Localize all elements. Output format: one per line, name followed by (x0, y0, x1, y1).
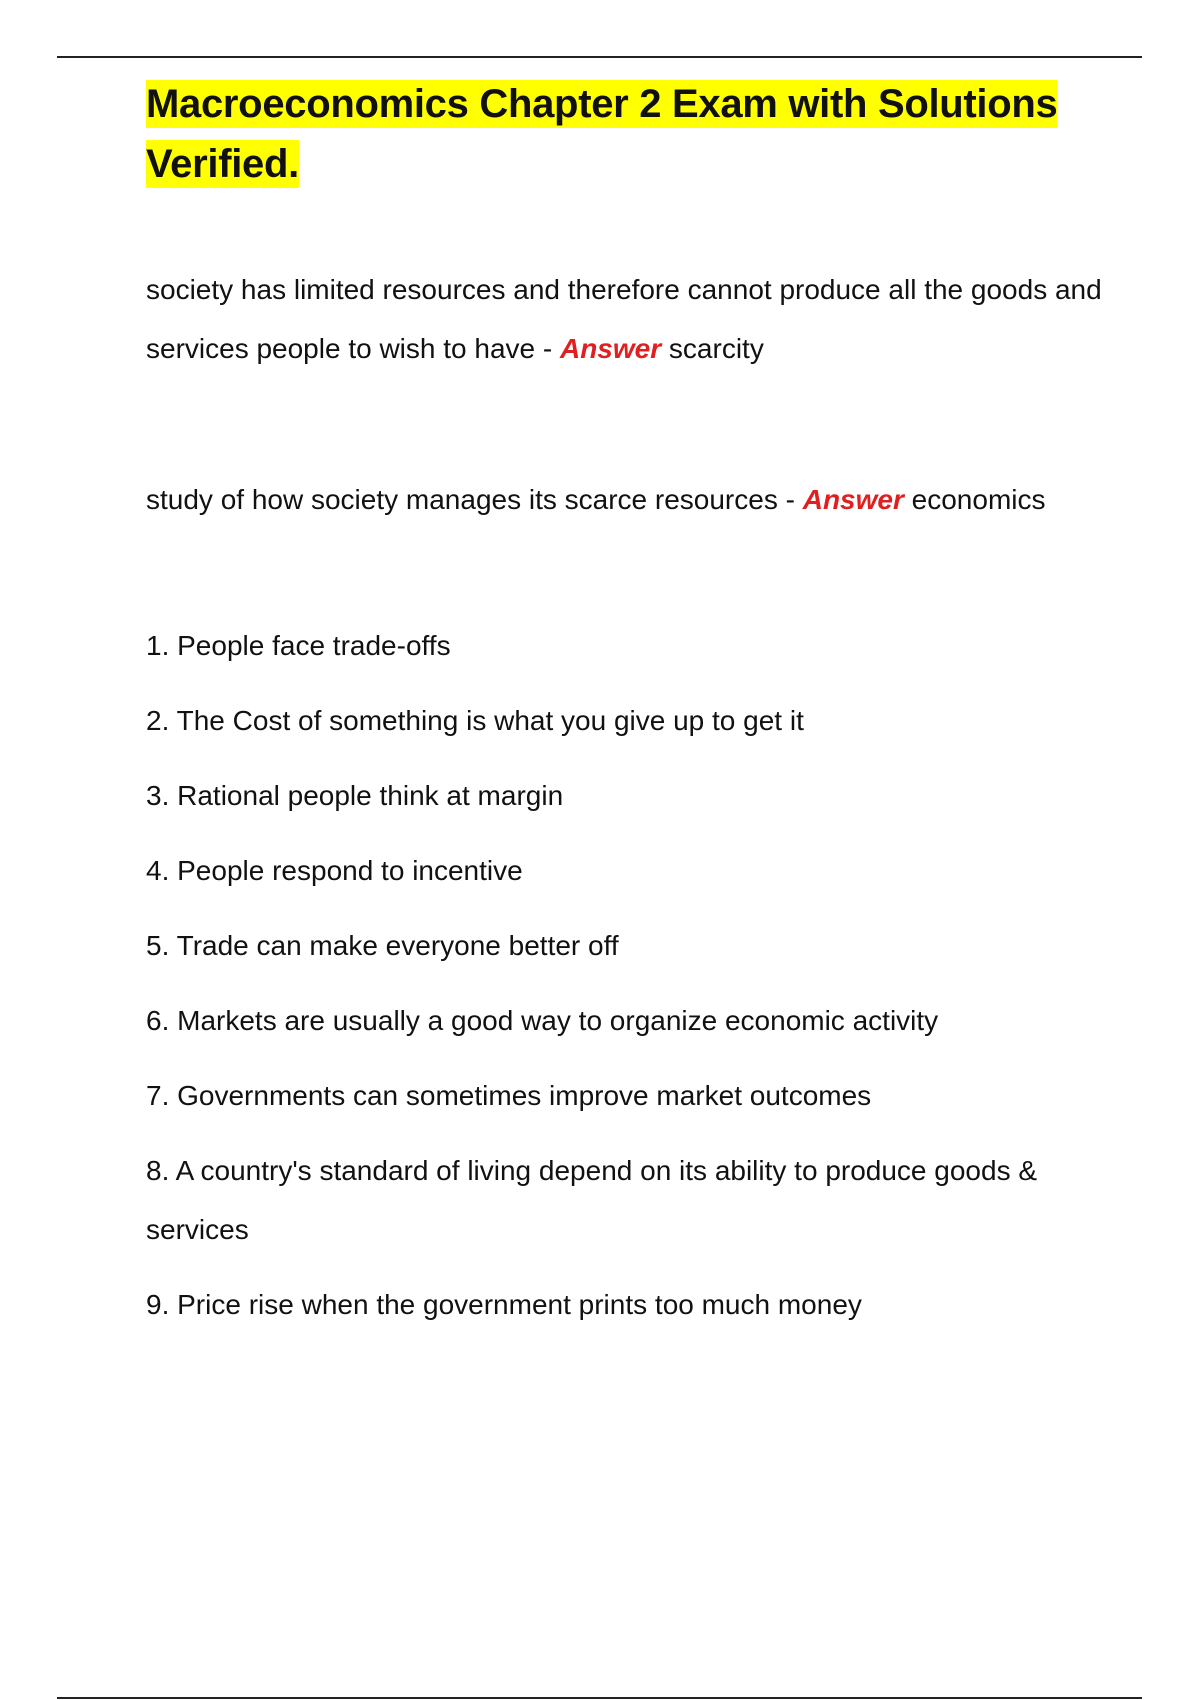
qa-item-economics (146, 470, 1106, 529)
principle-item: 4. People respond to incentive (146, 855, 523, 886)
document-body (146, 74, 1106, 1350)
answer-label: Answer (559, 333, 662, 364)
document-title (146, 74, 1106, 194)
principle-item: 7. Governments can sometimes improve market outcomes (146, 1080, 872, 1111)
answer-text: economics (903, 484, 1046, 515)
principle-item: 6. Markets are usually a good way to organize economic activity (146, 1005, 939, 1036)
principle-item: 8. A country's standard of living depend on its ability to produce goods & services (146, 1155, 1038, 1245)
answer-text: scarcity (661, 333, 764, 364)
question-text: society has limited resources and therefore cannot produce all the goods and services people to wish to have - (146, 274, 1102, 364)
principle-item: 9. Price rise when the government prints too much money (146, 1289, 862, 1320)
principle-item: 2. The Cost of something is what you give up to get it (146, 705, 804, 736)
principle-item: 5. Trade can make everyone better off (146, 930, 619, 961)
top-rule (57, 56, 1142, 58)
title-highlight: Macroeconomics Chapter 2 Exam with Solutions Verified. (146, 82, 1058, 186)
qa-item-scarcity (146, 260, 1106, 378)
principle-item: 3. Rational people think at margin (146, 780, 564, 811)
answer-label: Answer (802, 484, 904, 515)
principles-list (146, 616, 1106, 1334)
principle-item: 1. People face trade-offs (146, 630, 451, 661)
bottom-rule (57, 1697, 1142, 1699)
question-text: study of how society manages its scarce resources - (146, 484, 803, 515)
